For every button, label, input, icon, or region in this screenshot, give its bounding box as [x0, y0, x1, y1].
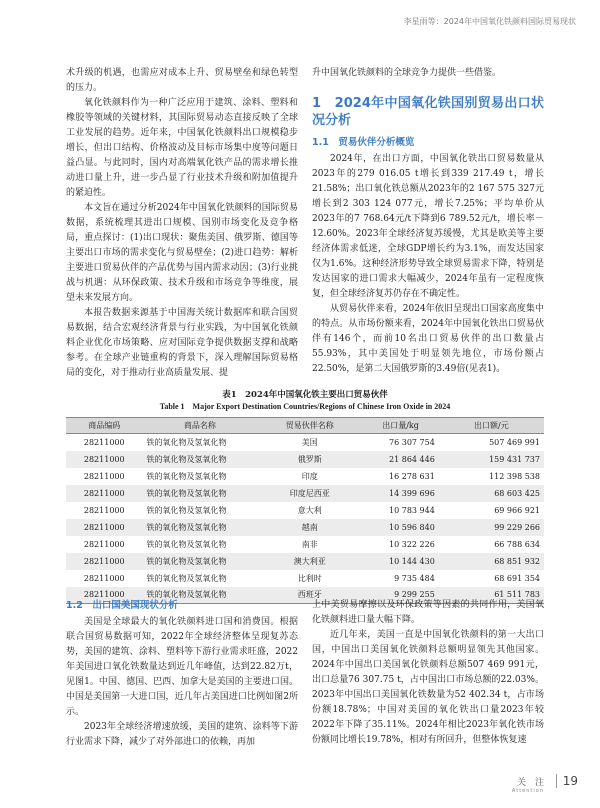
table-cell: 意大利: [297, 505, 322, 515]
table-export-partners: [66, 389, 544, 604]
table-cell: 铁的氧化物及氢氧化物: [146, 471, 227, 481]
table-cell: 99 229 266: [439, 519, 544, 536]
table-caption-cn: 表1 2024年中国氧化铁主要出口贸易伙伴: [222, 390, 388, 400]
table-cell: 28211000: [66, 553, 142, 570]
table-cell: 印度尼西亚: [257, 485, 362, 502]
table-cell: 68 691 354: [494, 573, 540, 583]
subsection-title: 1.2 出口国美国现状分析: [66, 600, 178, 611]
table-caption-en: Table 1 Major Export Destination Countries/Regions of Chinese Iron Oxide in 2024: [159, 402, 451, 411]
table-cell: 507 469 991: [489, 437, 540, 447]
table-cell: 28211000: [66, 485, 142, 502]
table-cell: 澳大利亚: [257, 553, 362, 570]
paragraph: 术升级的机遇，也需应对成本上升、贸易壁垒和绿色转型的压力。: [66, 68, 298, 93]
table-cell: 28211000: [66, 451, 142, 468]
paragraph: 从贸易伙伴来看，2024年依旧呈现出口国家高度集中的特点。从市场份额来看，2024年中国氧化铁出口贸易伙伴有146个，而前10名出口贸易伙伴的出口数量占55.93%，其中美国处于明显领先地位，市场份额占22.50%，是第二大国俄罗斯的3.49倍(见表1)。: [312, 304, 544, 374]
table-cell: 68 603 425: [439, 485, 544, 502]
paragraph: 上中美贸易摩擦以及环保政策等因素的共同作用，美国氧化铁颜料进口量大幅下降。: [312, 600, 544, 625]
table-cell: 10 783 944: [389, 505, 435, 515]
paragraph: 近几年来，美国一直是中国氧化铁颜料的第一大出口国，中国出口美国氧化铁颜料总额明显领先其他国家。2024年中国出口美国氧化铁颜料总额507 469 991元，出口总量76 307.75 t，占中国出口市场总额的22.03%。2023年中国出口美国氧化铁数量为52 402.34 t，占市场份额18.78%；中国对美国的氧化铁出口量2023年较2022年下降了35.11%。2024年相比2023年氧化铁市场份额同比增长19.78%，相对有所回升，但整体恢复速: [312, 630, 544, 745]
paragraph: 美国是全球最大的氧化铁颜料进口国和消费国。根据联合国贸易数据可知，2022年全球经济整体呈现复苏态势，美国的建筑、涂料、塑料等下游行业需求旺盛，2022年美国进口氧化铁数量达到近几年峰值，达到22.82万t，见图1。中国、德国、巴西、加拿大是美国的主要进口国。中国是美国第一大进口国，近几年占美国进口比例如图2所示。: [66, 617, 298, 717]
table-cell: 28211000: [83, 437, 125, 447]
table-cell: 28211000: [83, 505, 125, 515]
table-cell: 68 851 932: [439, 553, 544, 570]
table-cell: 28211000: [83, 471, 125, 481]
table-cell: 9 299 255: [362, 587, 438, 604]
table-cell: 61 511 783: [439, 587, 544, 604]
table-row: [66, 502, 544, 519]
table-cell: 铁的氧化物及氢氧化物: [142, 451, 257, 468]
table-cell: 铁的氧化物及氢氧化物: [142, 485, 257, 502]
table-cell: 112 398 538: [489, 471, 540, 481]
table-cell: 9 735 484: [394, 573, 435, 583]
column-header: 出口量/kg: [362, 418, 438, 434]
table-row: [66, 468, 544, 485]
table-cell: 69 966 921: [494, 505, 540, 515]
table-cell: 76 307 754: [389, 437, 435, 447]
table-cell: 越南: [257, 519, 362, 536]
table-cell: 铁的氧化物及氢氧化物: [146, 539, 227, 549]
table-cell: 28211000: [83, 573, 125, 583]
column-header: 出口额/元: [439, 418, 544, 434]
right-column-bottom: [312, 598, 544, 748]
paragraph: 本报告数据来源基于中国海关统计数据库和联合国贸易数据，结合宏观经济背景与行业实践，为中国氧化铁颜料企业优化市场策略、应对国际竞争提供数据支撑和战略参考。在全球产业链重构的背景下，深入理解国际贸易格局的变化，对于推动行业高质量发展、提: [66, 308, 298, 378]
table-cell: 10 322 226: [389, 539, 435, 549]
page-number: 19: [556, 774, 578, 788]
left-column-top: [66, 66, 298, 381]
table-row: [66, 451, 544, 468]
table-cell: 南非: [301, 539, 318, 549]
table-row: [66, 434, 544, 451]
paragraph: 氧化铁颜料作为一种广泛应用于建筑、涂料、塑料和橡胶等领域的关键材料，其国际贸易动态直接反映了全球工业发展的趋势。近年来，中国氧化铁颜料出口规模稳步增长，但出口结构、价格波动及目标市场集中度等问题日益凸显。与此同时，国内对高端氧化铁产品的需求增长推动进口量上升，进一步凸显了行业技术升级和附加值提升的紧迫性。: [66, 98, 298, 198]
column-header: 商品编码: [66, 418, 142, 434]
table-cell: 铁的氧化物及氢氧化物: [142, 587, 257, 604]
column-header: 商品名称: [142, 418, 257, 434]
table-cell: 14 399 696: [362, 485, 438, 502]
table-cell: 28211000: [83, 539, 125, 549]
table-row: [66, 553, 544, 570]
table-row: [66, 536, 544, 553]
footer-label: [512, 775, 544, 794]
data-table: [66, 417, 544, 604]
table-cell: 21 864 446: [362, 451, 438, 468]
running-header: 李星雨等：2024年中国氧化铁颜料国际贸易现状: [403, 17, 576, 26]
section-title: 1 2024年中国氧化铁国别贸易出口状况分析: [312, 96, 544, 128]
left-column-bottom: [66, 598, 298, 750]
table-cell: 28211000: [66, 519, 142, 536]
paragraph: 2024年，在出口方面，中国氧化铁出口贸易数量从2023年的279 016.05 t增长到339 217.49 t，增长21.58%；出口氧化铁总额从2023年的2 167 575 327元增长到2 303 124 077元，增长7.25%；平均单价从2023年的7 768.64元/t下降到6 789.52元/t，增长率－12.60%。2023年全球经济复苏缓慢，尤其是欧美等主要经济体需求低迷，全球GDP增长约为3.1%，而发达国家仅为1.6%。这种经济形势导致全球贸易需求下降，特别是发达国家的进口需求大幅减少，2024年虽有一定程度恢复，但全球经济复苏仍存在不确定性。: [312, 154, 544, 299]
right-column-top: [312, 66, 544, 377]
table-row: [66, 519, 544, 536]
table-cell: 铁的氧化物及氢氧化物: [142, 553, 257, 570]
table-header-row: [66, 418, 544, 434]
table-row: [66, 485, 544, 502]
table-cell: 比利时: [297, 573, 322, 583]
table-cell: 16 278 631: [389, 471, 435, 481]
subsection-title: 1.1 贸易伙伴分析概览: [312, 137, 415, 148]
paragraph: 升中国氧化铁颜料的全球竞争力提供一些借鉴。: [312, 68, 502, 78]
footer-cn: 关 注: [516, 778, 544, 788]
paragraph: 2023年全球经济增速放缓，美国的建筑、涂料等下游行业需求下降，减少了对外部进口的依赖，再加: [66, 722, 298, 747]
table-cell: 10 144 430: [362, 553, 438, 570]
table-cell: 铁的氧化物及氢氧化物: [146, 437, 227, 447]
table-cell: 西班牙: [257, 587, 362, 604]
table-row: [66, 570, 544, 587]
table-cell: 印度: [301, 471, 318, 481]
table-cell: 铁的氧化物及氢氧化物: [146, 573, 227, 583]
column-header: 贸易伙伴名称: [257, 418, 362, 434]
table-cell: 28211000: [66, 587, 142, 604]
paragraph: 本文旨在通过分析2024年中国氧化铁颜料的国际贸易数据，系统梳理其进出口规模、国别市场变化及竞争格局，重点探讨：(1)出口现状：聚焦美国、俄罗斯、德国等主要出口市场的需求变化与贸易壁垒；(2)进口趋势：解析主要进口贸易伙伴的产品优势与国内需求动因；(3)行业挑战与机遇：从环保政策、技术升级和市场竞争等维度，展望未来发展方向。: [66, 203, 298, 303]
table-cell: 159 431 737: [439, 451, 544, 468]
table-cell: 俄罗斯: [257, 451, 362, 468]
table-cell: 美国: [301, 437, 318, 447]
table-cell: 66 788 634: [494, 539, 540, 549]
table-cell: 铁的氧化物及氢氧化物: [142, 519, 257, 536]
table-cell: 铁的氧化物及氢氧化物: [146, 505, 227, 515]
table-cell: 10 596 840: [362, 519, 438, 536]
footer-en: Attention: [511, 788, 544, 794]
